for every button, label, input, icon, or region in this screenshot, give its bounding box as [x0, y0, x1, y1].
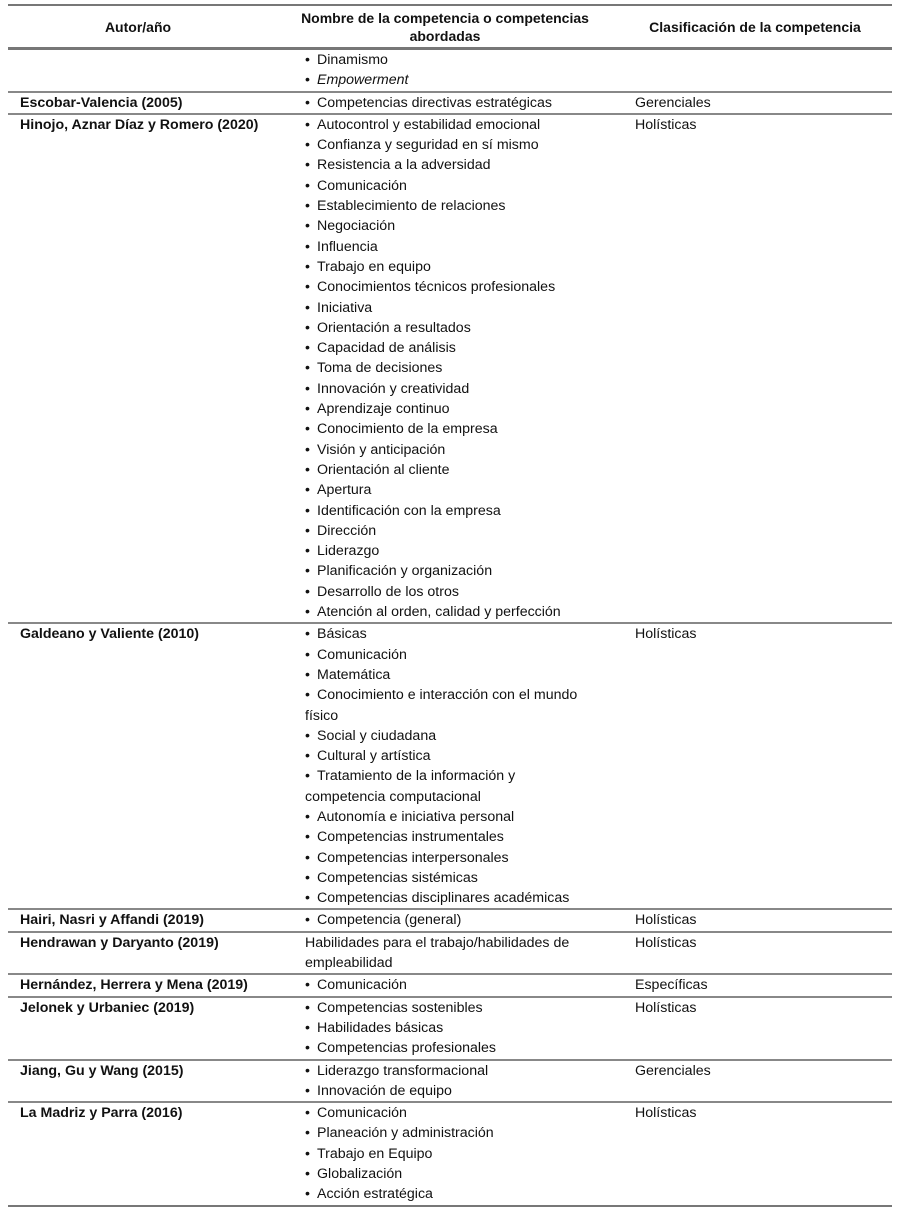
competency-item [305, 50, 630, 70]
author-cell: La Madriz y Parra (2016) [20, 1105, 183, 1122]
bullet-icon: • [305, 72, 310, 89]
competency-item [305, 1038, 630, 1058]
table-header [8, 6, 892, 50]
competency-item [305, 1018, 630, 1038]
competency-text: Competencias sistémicas [317, 869, 478, 886]
competency-item [305, 399, 630, 419]
bullet-icon: • [305, 1125, 310, 1142]
competency-item [305, 358, 630, 378]
bullet-icon: • [305, 869, 310, 886]
competency-text: Capacidad de análisis [317, 340, 456, 357]
classification-cell: Holísticas [635, 934, 697, 951]
table-row [8, 93, 892, 115]
bullet-icon: • [305, 687, 310, 704]
bullet-icon: • [305, 238, 310, 255]
competency-item [305, 868, 630, 888]
competencies-cell [305, 50, 630, 91]
competency-item [305, 602, 630, 622]
classification-cell [630, 50, 892, 91]
competency-item [305, 975, 630, 995]
bullet-icon: • [305, 1040, 310, 1057]
competency-item [305, 582, 630, 602]
competency-item [305, 379, 630, 399]
competency-item [305, 196, 630, 216]
table-row [8, 50, 892, 93]
bullet-icon: • [305, 890, 310, 907]
classification-cell: Gerenciales [635, 94, 711, 111]
bullet-icon: • [305, 116, 310, 133]
competency-item [305, 645, 630, 665]
competency-text: Orientación al cliente [317, 461, 450, 478]
competency-text: Básicas [317, 626, 367, 643]
bullet-icon: • [305, 52, 310, 68]
bullet-icon: • [305, 441, 310, 458]
bullet-icon: • [305, 1105, 310, 1122]
table-row [8, 1103, 892, 1206]
competency-item [305, 766, 630, 786]
competency-text: Conocimiento de la empresa [317, 421, 498, 438]
competency-item [305, 155, 630, 175]
competency-item [305, 277, 630, 297]
competency-item [305, 541, 630, 561]
bullet-icon: • [305, 461, 310, 478]
competency-text: Toma de decisiones [317, 360, 443, 377]
table-row [8, 933, 892, 976]
table-body [8, 50, 892, 1207]
classification-cell: Holísticas [635, 116, 697, 133]
competency-item [305, 848, 630, 868]
competency-item [305, 953, 630, 973]
competency-item [305, 665, 630, 685]
competency-text: Dinamismo [317, 52, 388, 68]
bullet-icon: • [305, 177, 310, 194]
bullet-icon: • [305, 198, 310, 215]
competency-text: competencia computacional [305, 788, 481, 805]
competency-text: Influencia [317, 238, 378, 255]
classification-cell: Holísticas [635, 626, 697, 643]
bullet-icon: • [305, 768, 310, 785]
author-cell: Hairi, Nasri y Affandi (2019) [20, 912, 204, 929]
author-cell: Escobar-Valencia (2005) [20, 94, 183, 111]
header-classification: Clasificación de la competencia [649, 18, 861, 35]
bullet-icon: • [305, 137, 310, 154]
bullet-icon: • [305, 727, 310, 744]
competency-item [305, 561, 630, 581]
competency-text: Tratamiento de la información y [317, 768, 516, 785]
bullet-icon: • [305, 543, 310, 560]
competencies-cell [305, 1103, 630, 1204]
competency-text: Habilidades básicas [317, 1019, 444, 1036]
competency-item [305, 237, 630, 257]
competency-text: Negociación [317, 218, 396, 235]
bullet-icon: • [305, 563, 310, 580]
competency-item [305, 787, 630, 807]
bullet-icon: • [305, 157, 310, 174]
bullet-icon: • [305, 218, 310, 235]
bullet-icon: • [305, 299, 310, 316]
competencies-table [8, 4, 892, 1207]
competencies-cell [305, 624, 630, 908]
competency-item [305, 624, 630, 644]
competency-text: Autonomía e iniciativa personal [317, 808, 515, 825]
author-cell: Galdeano y Valiente (2010) [20, 626, 199, 643]
competency-text: Atención al orden, calidad y perfección [317, 604, 561, 621]
competency-text: Empowerment [317, 72, 409, 89]
competency-item [305, 1144, 630, 1164]
competency-item [305, 440, 630, 460]
competency-text: Desarrollo de los otros [317, 583, 459, 600]
competency-item [305, 480, 630, 500]
competency-item [305, 807, 630, 827]
bullet-icon: • [305, 912, 310, 929]
competencies-cell [305, 93, 630, 113]
competency-text: Planeación y administración [317, 1125, 494, 1142]
bullet-icon: • [305, 1062, 310, 1079]
competency-text: Competencias instrumentales [317, 829, 504, 846]
bullet-icon: • [305, 502, 310, 519]
bullet-icon: • [305, 829, 310, 846]
bullet-icon: • [305, 380, 310, 397]
bullet-icon: • [305, 849, 310, 866]
competency-item [305, 521, 630, 541]
competency-item [305, 70, 630, 90]
competency-item [305, 298, 630, 318]
competency-item [305, 998, 630, 1018]
competency-text: Competencias profesionales [317, 1040, 497, 1057]
competency-item [305, 338, 630, 358]
competency-text: Conocimientos técnicos profesionales [317, 279, 556, 296]
competency-item [305, 827, 630, 847]
competency-text: Competencias sostenibles [317, 999, 483, 1016]
competency-text: Comunicación [317, 977, 407, 994]
bullet-icon: • [305, 977, 310, 994]
bullet-icon: • [305, 360, 310, 377]
competency-text: Matemática [317, 666, 391, 683]
bullet-icon: • [305, 421, 310, 438]
header-author: Autor/año [104, 18, 172, 35]
competency-text: Liderazgo [317, 543, 380, 560]
table-row [8, 998, 892, 1061]
competency-text: Innovación y creatividad [317, 380, 470, 397]
classification-cell: Holísticas [635, 912, 697, 929]
bullet-icon: • [305, 1186, 310, 1203]
bullet-icon: • [305, 258, 310, 275]
bullet-icon: • [305, 482, 310, 499]
bullet-icon: • [305, 1082, 310, 1099]
competency-text: Acción estratégica [317, 1186, 433, 1203]
bullet-icon: • [305, 522, 310, 539]
competency-text: Comunicación [317, 646, 407, 663]
header-competencies: Nombre de la competencia o competencias abordadas [301, 9, 589, 44]
author-cell: Jiang, Gu y Wang (2015) [20, 1062, 184, 1079]
competency-item [305, 419, 630, 439]
competency-item [305, 216, 630, 236]
table-row [8, 910, 892, 932]
competency-item [305, 910, 630, 930]
bullet-icon: • [305, 646, 310, 663]
competency-item [305, 135, 630, 155]
competency-text: Globalización [317, 1166, 403, 1183]
competency-item [305, 115, 630, 135]
competency-item [305, 1164, 630, 1184]
author-cell: Hendrawan y Daryanto (2019) [20, 934, 219, 951]
competency-text: físico [305, 707, 339, 724]
table-row [8, 624, 892, 910]
bullet-icon: • [305, 626, 310, 643]
competency-item [305, 685, 630, 705]
competency-text: Resistencia a la adversidad [317, 157, 491, 174]
competency-item [305, 93, 630, 113]
competencies-cell [305, 910, 630, 930]
competency-text: Competencias interpersonales [317, 849, 509, 866]
competency-item [305, 1103, 630, 1123]
bullet-icon: • [305, 748, 310, 765]
competency-text: Comunicación [317, 177, 407, 194]
competency-text: Competencias directivas estratégicas [317, 94, 552, 111]
author-cell [8, 50, 305, 91]
bullet-icon: • [305, 808, 310, 825]
competency-text: Orientación a resultados [317, 319, 471, 336]
competency-text: Apertura [317, 482, 372, 499]
author-cell: Hernández, Herrera y Mena (2019) [20, 977, 248, 994]
bullet-icon: • [305, 1019, 310, 1036]
competency-text: Conocimiento e interacción con el mundo [317, 687, 578, 704]
competencies-cell [305, 933, 630, 974]
competency-text: Confianza y seguridad en sí mismo [317, 137, 539, 154]
competency-text: Competencia (general) [317, 912, 462, 929]
competency-text: Trabajo en Equipo [317, 1145, 433, 1162]
bullet-icon: • [305, 666, 310, 683]
competencies-cell [305, 115, 630, 622]
competency-text: Habilidades para el trabajo/habilidades de [305, 934, 570, 951]
bullet-icon: • [305, 604, 310, 621]
competency-text: empleabilidad [305, 955, 393, 972]
competency-item [305, 501, 630, 521]
bullet-icon: • [305, 279, 310, 296]
competency-item [305, 726, 630, 746]
author-cell: Hinojo, Aznar Díaz y Romero (2020) [20, 116, 259, 133]
competency-text: Competencias disciplinares académicas [317, 890, 570, 907]
classification-cell: Específicas [635, 977, 708, 994]
competency-text: Aprendizaje continuo [317, 401, 450, 418]
competency-item [305, 318, 630, 338]
bullet-icon: • [305, 340, 310, 357]
author-cell: Jelonek y Urbaniec (2019) [20, 999, 195, 1016]
classification-cell: Holísticas [635, 999, 697, 1016]
competency-item [305, 460, 630, 480]
bullet-icon: • [305, 401, 310, 418]
table-row [8, 975, 892, 997]
competencies-cell [305, 1061, 630, 1102]
classification-cell: Gerenciales [635, 1062, 711, 1079]
competency-text: Establecimiento de relaciones [317, 198, 506, 215]
competency-text: Trabajo en equipo [317, 258, 431, 275]
competency-item [305, 176, 630, 196]
bullet-icon: • [305, 1145, 310, 1162]
competency-text: Innovación de equipo [317, 1082, 452, 1099]
competency-item [305, 257, 630, 277]
table-row [8, 1061, 892, 1104]
bullet-icon: • [305, 94, 310, 111]
competency-item [305, 746, 630, 766]
competency-item [305, 1061, 630, 1081]
competency-text: Comunicación [317, 1105, 407, 1122]
bullet-icon: • [305, 583, 310, 600]
competency-item [305, 1081, 630, 1101]
competency-text: Social y ciudadana [317, 727, 437, 744]
competencies-cell [305, 998, 630, 1059]
competency-item [305, 933, 630, 953]
table-row [8, 115, 892, 624]
bullet-icon: • [305, 319, 310, 336]
competency-text: Iniciativa [317, 299, 373, 316]
competency-item [305, 888, 630, 908]
competency-text: Dirección [317, 522, 377, 539]
bullet-icon: • [305, 999, 310, 1016]
bullet-icon: • [305, 1166, 310, 1183]
classification-cell: Holísticas [635, 1105, 697, 1122]
competency-item [305, 1123, 630, 1143]
competency-item [305, 706, 630, 726]
competency-text: Visión y anticipación [317, 441, 446, 458]
competency-text: Planificación y organización [317, 563, 493, 580]
competency-text: Liderazgo transformacional [317, 1062, 489, 1079]
competency-text: Cultural y artística [317, 748, 431, 765]
competency-text: Identificación con la empresa [317, 502, 501, 519]
competencies-cell [305, 975, 630, 995]
competency-text: Autocontrol y estabilidad emocional [317, 116, 541, 133]
